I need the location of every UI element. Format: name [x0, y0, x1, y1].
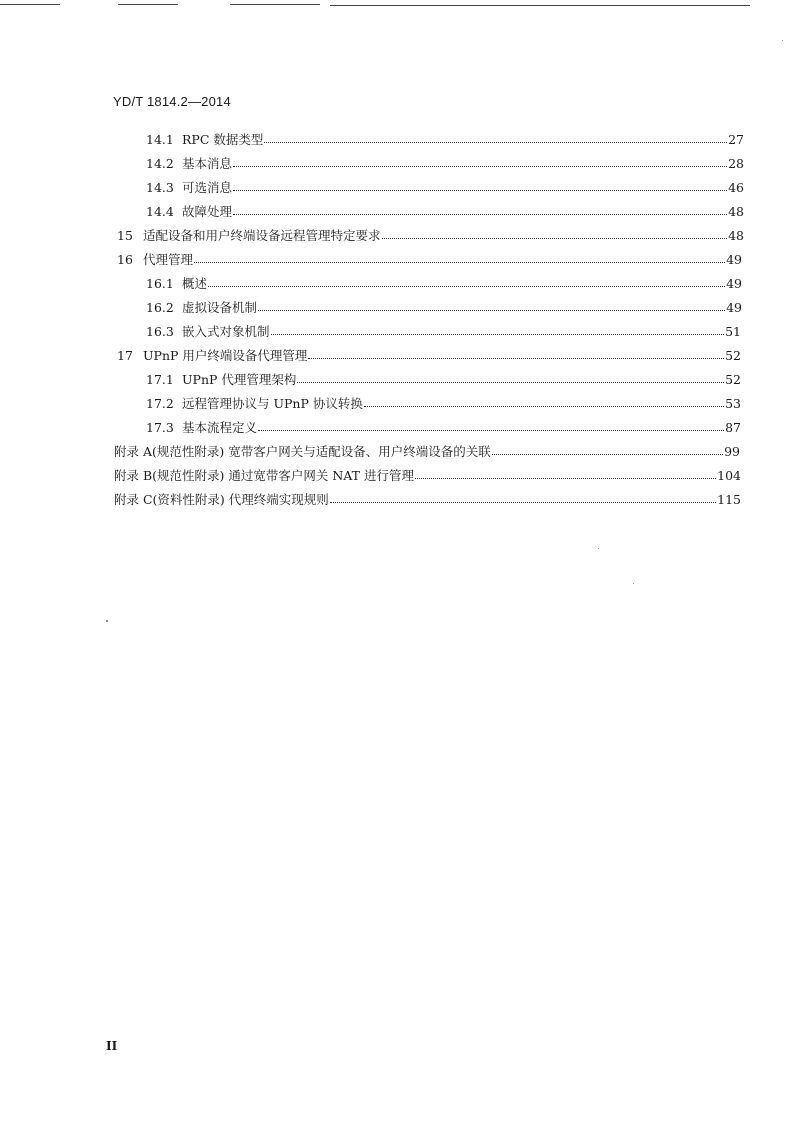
leader-dots	[194, 262, 725, 263]
leader-dots	[258, 310, 725, 311]
toc-entry-number: 15	[117, 228, 133, 243]
toc-entry-number: 14.1	[146, 132, 174, 147]
toc-entry-number: 16.2	[146, 300, 174, 315]
scan-edge-line	[118, 4, 178, 5]
toc-entry[interactable]	[117, 226, 744, 244]
leader-dots	[258, 430, 724, 431]
toc-entry[interactable]	[146, 322, 741, 340]
toc-entry[interactable]	[117, 346, 741, 364]
toc-entry-number: 附录 A	[114, 444, 153, 459]
toc-entry-title: 虚拟设备机制	[182, 300, 258, 315]
toc-entry[interactable]	[146, 202, 744, 220]
leader-dots	[297, 382, 724, 383]
toc-entry-page: 49	[726, 276, 742, 291]
toc-entry[interactable]	[114, 442, 740, 460]
leader-dots	[382, 238, 728, 239]
toc-entry-number: 16	[117, 252, 133, 267]
toc-entry[interactable]	[146, 274, 742, 292]
toc-entry-page: 49	[726, 300, 742, 315]
page-number: II	[106, 1039, 118, 1053]
toc-entry-page: 27	[728, 132, 744, 147]
toc-entry[interactable]	[146, 418, 741, 436]
scan-speck	[782, 40, 783, 41]
leader-dots	[271, 334, 725, 335]
toc-entry-page: 46	[728, 180, 744, 195]
toc-entry-number: 14.3	[146, 180, 174, 195]
toc-entry-title: 基本消息	[182, 156, 233, 171]
leader-dots	[264, 142, 727, 143]
toc-entry-title: 基本流程定义	[182, 420, 258, 435]
toc-entry-number: 17.3	[146, 420, 174, 435]
toc-entry-number: 附录 C	[114, 492, 153, 507]
toc-entry-title: 可选消息	[182, 180, 233, 195]
scan-edge-line	[230, 4, 320, 5]
toc-entry-number: 17.1	[146, 372, 174, 387]
leader-dots	[330, 502, 716, 503]
toc-entry-title: 概述	[182, 276, 208, 291]
toc-entry-title: 代理管理	[143, 252, 194, 267]
toc-entry-page: 48	[728, 204, 744, 219]
toc-entry-page: 87	[725, 420, 741, 435]
toc-entry-title: 适配设备和用户终端设备远程管理特定要求	[143, 228, 381, 243]
leader-dots	[233, 190, 727, 191]
toc-entry[interactable]	[114, 466, 741, 484]
toc-entry[interactable]	[146, 394, 741, 412]
toc-entry-title: (规范性附录) 通过宽带客户网关 NAT 进行管理	[152, 468, 414, 483]
toc-entry-number: 附录 B	[114, 468, 153, 483]
leader-dots	[308, 358, 724, 359]
toc-entry-title: 故障处理	[182, 204, 233, 219]
leader-dots	[364, 406, 724, 407]
toc-entry-title: RPC 数据类型	[182, 132, 264, 147]
toc-entry[interactable]	[146, 130, 744, 148]
scan-edge-line	[0, 4, 60, 5]
leader-dots	[233, 214, 727, 215]
toc-entry-page: 52	[725, 348, 741, 363]
toc-entry-number: 17.2	[146, 396, 174, 411]
leader-dots	[208, 286, 725, 287]
leader-dots	[492, 454, 723, 455]
toc-entry-page: 115	[717, 492, 741, 507]
toc-entry-title: 嵌入式对象机制	[182, 324, 270, 339]
toc-entry-number: 14.2	[146, 156, 174, 171]
toc-entry-number: 17	[117, 348, 133, 363]
toc-entry-title: (规范性附录) 宽带客户网关与适配设备、用户终端设备的关联	[152, 444, 491, 459]
toc-entry-page: 99	[724, 444, 740, 459]
scan-speck	[106, 620, 108, 622]
toc-entry[interactable]	[146, 178, 744, 196]
toc-entry-title: UPnP 代理管理架构	[182, 372, 297, 387]
scan-speck	[633, 583, 634, 584]
toc-entry-page: 48	[728, 228, 744, 243]
toc-entry-number: 14.4	[146, 204, 174, 219]
leader-dots	[233, 166, 727, 167]
toc-entry-page: 28	[728, 156, 744, 171]
toc-entry-title: UPnP 用户终端设备代理管理	[143, 348, 308, 363]
scan-edge-line	[330, 5, 750, 6]
toc-entry-page: 53	[725, 396, 741, 411]
toc-entry-number: 16.1	[146, 276, 174, 291]
scan-speck	[598, 548, 599, 549]
toc-entry-number: 16.3	[146, 324, 174, 339]
toc-entry-page: 52	[725, 372, 741, 387]
toc-entry-title: 远程管理协议与 UPnP 协议转换	[182, 396, 363, 411]
toc-entry[interactable]	[117, 250, 742, 268]
toc-entry-page: 104	[717, 468, 741, 483]
toc-entry-page: 49	[726, 252, 742, 267]
document-code: YD/T 1814.2—2014	[113, 94, 231, 109]
toc-entry-title: (资料性附录) 代理终端实现规则	[152, 492, 329, 507]
toc-entry[interactable]	[146, 154, 744, 172]
toc-entry-page: 51	[725, 324, 741, 339]
toc-entry[interactable]	[146, 370, 741, 388]
leader-dots	[415, 478, 716, 479]
toc-entry[interactable]	[146, 298, 742, 316]
toc-entry[interactable]	[114, 490, 741, 508]
